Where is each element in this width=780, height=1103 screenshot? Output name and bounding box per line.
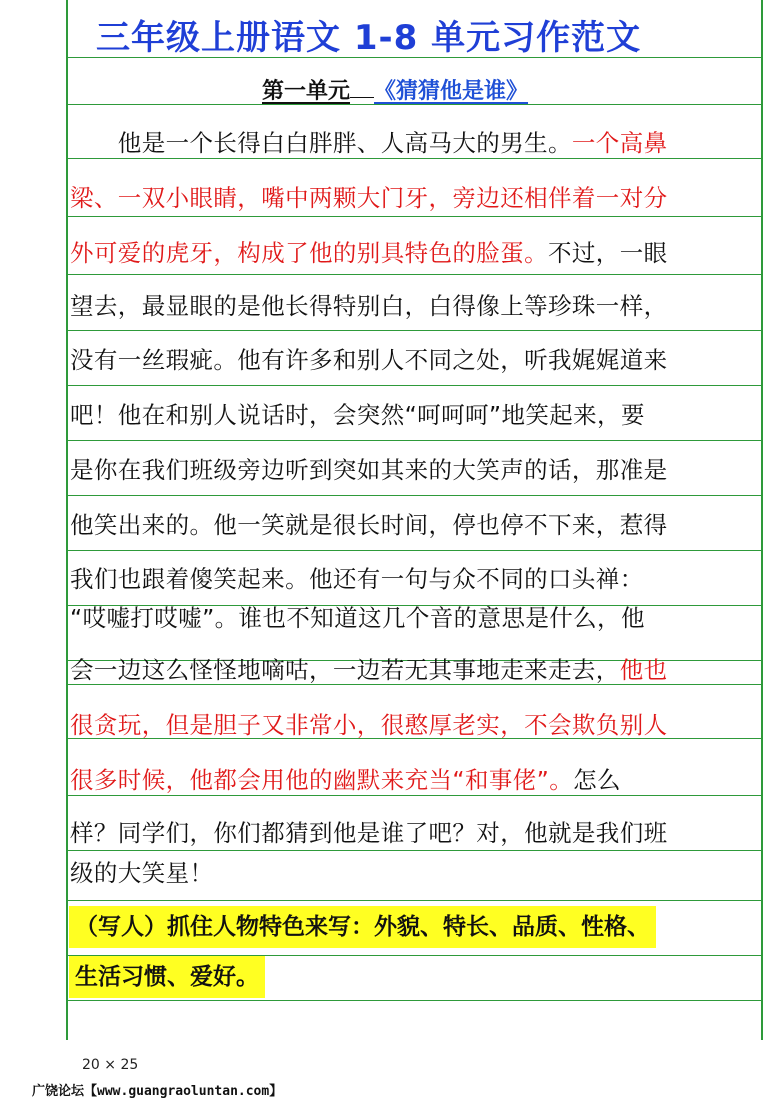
essay-line: [70, 183, 770, 213]
essay-title: 《猜猜他是谁》: [374, 79, 529, 104]
essay-line: [70, 603, 770, 633]
footer-url: 【www.guangraoluntan.com】: [84, 1084, 283, 1099]
essay-text: 怎么: [573, 766, 621, 794]
essay-line: [70, 858, 770, 888]
essay-text: 是你在我们班级旁边听到突如其来的大笑声的话，那准是: [70, 456, 668, 484]
essay-line: [70, 510, 770, 540]
essay-text: 不过，一眼: [548, 239, 668, 267]
highlighted-text: 一个高鼻: [571, 129, 668, 157]
ruled-line: [66, 1000, 763, 1001]
ruled-line: [66, 795, 763, 796]
ruled-line: [66, 216, 763, 217]
ruled-line: [66, 385, 763, 386]
essay-text: 望去，最显眼的是他长得特别白，白得像上等珍珠一样，: [70, 292, 668, 320]
essay-line: [70, 564, 770, 594]
essay-line: [70, 128, 770, 158]
essay-line: [70, 655, 770, 685]
essay-text: 吧！他在和别人说话时，会突然“呵呵呵”地笑起来，要: [70, 401, 645, 429]
essay-line: [70, 400, 770, 430]
highlighted-text: 很多时候，他都会用他的幽默来充当“和事佬”。: [70, 766, 574, 794]
ruled-line: [66, 550, 763, 551]
highlighted-text: 他也: [619, 656, 668, 684]
footer-site-name: 广饶论坛: [32, 1084, 85, 1099]
subtitle: [262, 74, 528, 105]
ruled-line: [66, 330, 763, 331]
footer: [32, 1080, 282, 1099]
essay-text: “哎嘘打哎嘘”。谁也不知道这几个音的意思是什么，他: [70, 604, 645, 632]
subtitle-gap: [350, 96, 374, 98]
tip-line: 生活习惯、爱好。: [69, 956, 265, 998]
unit-label: 第一单元: [262, 79, 351, 104]
ruled-line: [66, 274, 763, 275]
essay-text: 样？同学们，你们都猜到他是谁了吧？对，他就是我们班: [70, 819, 668, 847]
ruled-line: [66, 850, 763, 851]
essay-line: [70, 238, 770, 268]
ruled-line: [66, 158, 763, 159]
essay-line: [70, 455, 770, 485]
essay-line: [70, 765, 770, 795]
essay-line: [70, 710, 770, 740]
highlighted-text: 梁、一双小眼睛，嘴中两颗大门牙，旁边还相伴着一对分: [70, 184, 668, 212]
ruled-line: [66, 900, 763, 901]
highlighted-text: 外可爱的虎牙，构成了他的别具特色的脸蛋。: [70, 239, 548, 267]
tip-line: （写人）抓住人物特色来写：外貌、特长、品质、性格、: [69, 906, 656, 948]
essay-line: [70, 818, 770, 848]
essay-text: 会一边这么怪怪地嘀咕，一边若无其事地走来走去，: [70, 656, 620, 684]
ruled-line: [66, 495, 763, 496]
essay-line: [70, 291, 770, 321]
essay-text: 他是一个长得白白胖胖、人高马大的男生。: [70, 129, 572, 157]
essay-text: 他笑出来的。他一笑就是很长时间，停也停不下来，惹得: [70, 511, 668, 539]
page-title: 三年级上册语文 1-8 单元习作范文: [96, 18, 642, 58]
essay-text: 级的大笑星！: [70, 859, 214, 887]
ruled-line: [66, 440, 763, 441]
essay-text: 我们也跟着傻笑起来。他还有一句与众不同的口头禅：: [70, 565, 644, 593]
essay-line: [70, 345, 770, 375]
highlighted-text: 很贪玩，但是胆子又非常小，很憨厚老实，不会欺负别人: [70, 711, 668, 739]
essay-text: 没有一丝瑕疵。他有许多和别人不同之处，听我娓娓道来: [70, 346, 668, 374]
grid-note: 20 × 25: [82, 1057, 139, 1073]
